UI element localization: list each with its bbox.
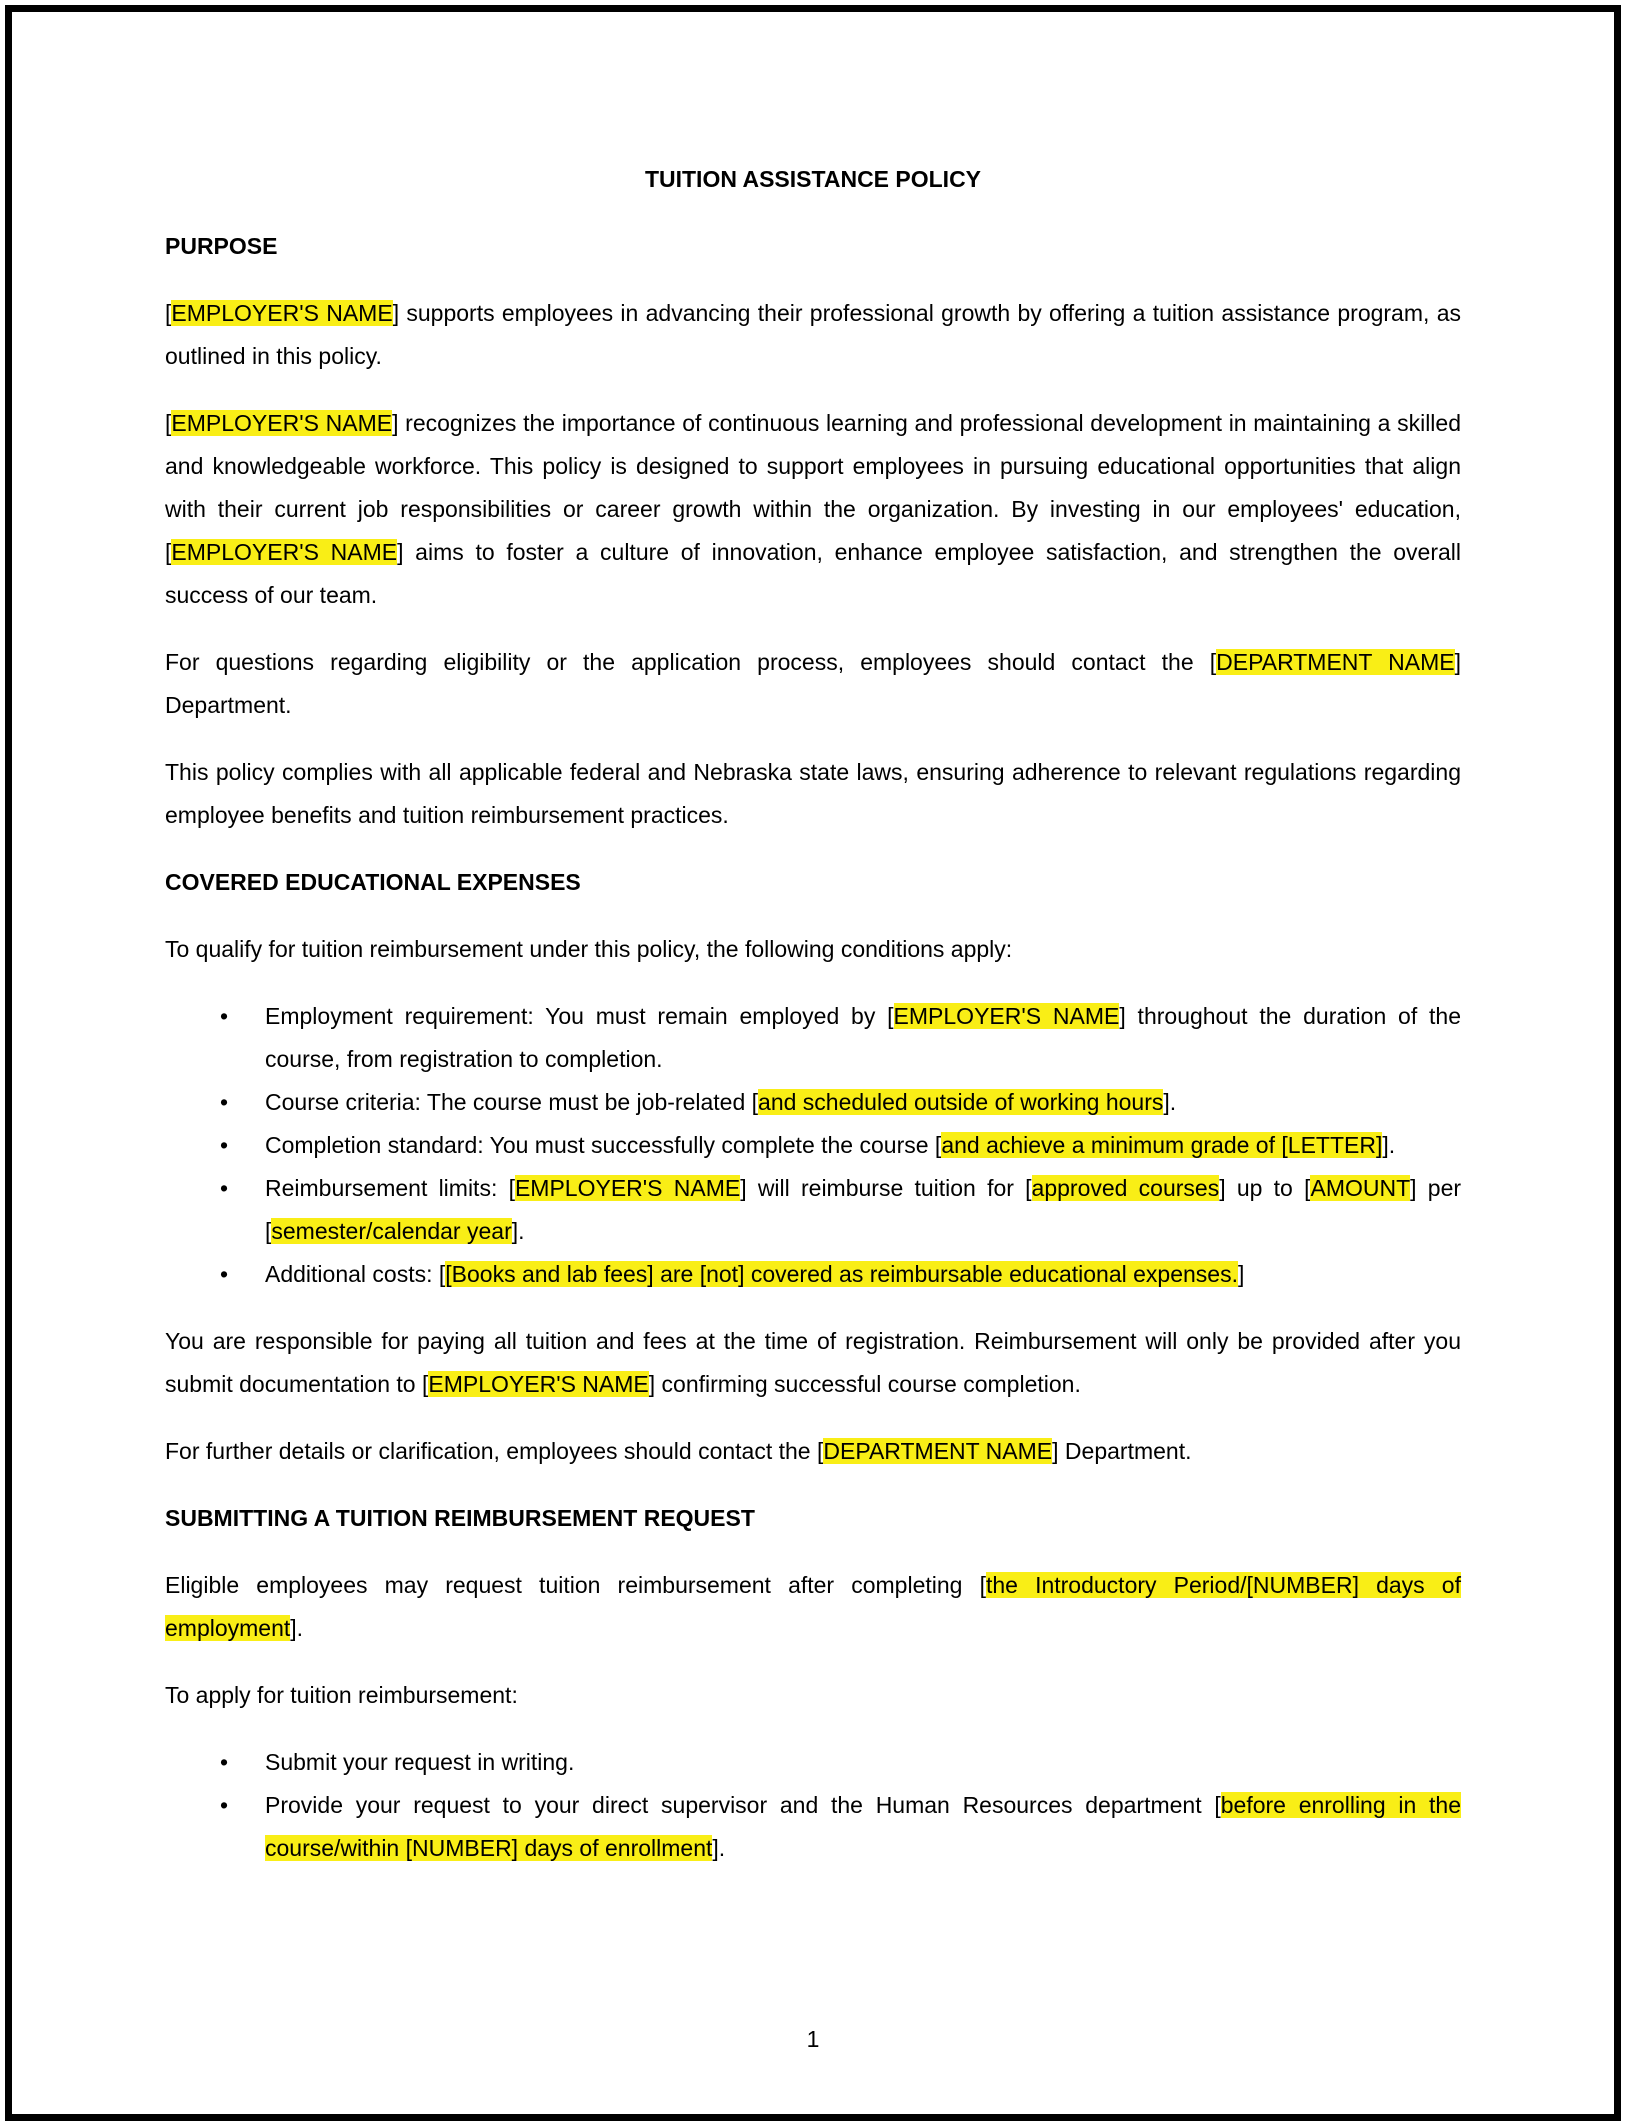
page-number: 1: [806, 2026, 820, 2052]
bullet-item: [265, 1167, 1461, 1253]
highlighted-text: and scheduled outside of working hours: [758, 1089, 1164, 1115]
highlighted-text: approved courses: [1031, 1175, 1220, 1201]
text-run: This policy complies with all applicable federal and Nebraska state laws, ensuring adherence to relevant regulations regarding employee benefits and tuition reimbursement practices.: [165, 759, 1461, 828]
text-run: ] aims to foster a culture of innovation, enhance employee satisfaction, and strengthen the overall success of our team.: [165, 539, 1461, 608]
text-run: [: [165, 300, 172, 326]
text-run: For further details or clarification, employees should contact the [: [165, 1438, 824, 1464]
text-run: ] throughout the duration of the course, from registration to completion.: [265, 1003, 1462, 1072]
section-heading-submitting-request: SUBMITTING A TUITION REIMBURSEMENT REQUEST: [165, 1505, 755, 1531]
highlighted-text: EMPLOYER'S NAME: [171, 539, 398, 565]
text-run: Completion standard: You must successfully complete the course [: [265, 1132, 942, 1158]
highlighted-text: the Introductory Period/[NUMBER] days of employment: [165, 1572, 1461, 1641]
paragraph: [165, 402, 1461, 617]
highlighted-text: EMPLOYER'S NAME: [514, 1175, 741, 1201]
section-heading-purpose: PURPOSE: [165, 233, 278, 259]
highlighted-text: and achieve a minimum grade of [LETTER]: [941, 1132, 1383, 1158]
text-run: ] supports employees in advancing their professional growth by offering a tuition assistance program, as outlined in this policy.: [165, 300, 1461, 369]
text-run: ].: [511, 1218, 525, 1244]
highlighted-text: DEPARTMENT NAME: [823, 1438, 1053, 1464]
text-run: Provide your request to your direct supervisor and the Human Resources department [: [265, 1792, 1221, 1818]
paragraph: [165, 1320, 1461, 1406]
text-run: ] confirming successful course completion.: [648, 1371, 1081, 1397]
bullet-item: [265, 1081, 1461, 1124]
paragraph: [165, 1564, 1461, 1650]
text-run: [: [165, 410, 172, 436]
bullet-list: [165, 1741, 1461, 1870]
highlighted-text: EMPLOYER'S NAME: [893, 1003, 1120, 1029]
highlighted-text: EMPLOYER'S NAME: [171, 300, 393, 326]
paragraph: [165, 292, 1461, 378]
text-run: Submit your request in writing.: [265, 1749, 575, 1775]
paragraph: [165, 928, 1461, 971]
highlighted-text: before enrolling in the course/within [NUMBER] days of enrollment: [265, 1792, 1461, 1861]
text-run: ] Department.: [165, 649, 1461, 718]
text-run: Employment requirement: You must remain employed by [: [265, 1003, 894, 1029]
text-run: ].: [290, 1615, 304, 1641]
highlighted-text: [Books and lab fees] are [not] covered as reimbursable educational expenses.: [445, 1261, 1238, 1287]
bullet-item: [265, 995, 1461, 1081]
text-run: ] recognizes the importance of continuous learning and professional development in maintaining a skilled and knowledgeable workforce. This policy is designed to support employees in pursuing educational opportunities that align with their current job responsibilities or career growth within the organization. By investing in our employees' education, [: [165, 410, 1461, 565]
text-run: ].: [712, 1835, 726, 1861]
text-run: ] per [: [265, 1175, 1462, 1244]
section-heading-covered-expenses: COVERED EDUCATIONAL EXPENSES: [165, 869, 581, 895]
bullet-item: [265, 1741, 1461, 1784]
text-run: ]: [1237, 1261, 1245, 1287]
text-run: Eligible employees may request tuition reimbursement after completing [: [165, 1572, 986, 1598]
text-run: Additional costs: [: [265, 1261, 446, 1287]
text-run: ].: [1382, 1132, 1396, 1158]
bullet-item: [265, 1784, 1461, 1870]
paragraph: [165, 1430, 1461, 1473]
text-run: ] up to [: [1219, 1175, 1311, 1201]
highlighted-text: EMPLOYER'S NAME: [171, 410, 393, 436]
highlighted-text: semester/calendar year: [271, 1218, 512, 1244]
highlighted-text: EMPLOYER'S NAME: [428, 1371, 649, 1397]
highlighted-text: AMOUNT: [1310, 1175, 1411, 1201]
text-run: Course criteria: The course must be job-related [: [265, 1089, 759, 1115]
paragraph: [165, 641, 1461, 727]
text-run: ] will reimburse tuition for [: [740, 1175, 1032, 1201]
text-run: Reimbursement limits: [: [265, 1175, 515, 1201]
text-run: ] Department.: [1052, 1438, 1192, 1464]
text-run: For questions regarding eligibility or the application process, employees should contact the [: [165, 649, 1217, 675]
text-run: ].: [1163, 1089, 1177, 1115]
text-run: To apply for tuition reimbursement:: [165, 1682, 518, 1708]
bullet-item: [265, 1124, 1461, 1167]
document-content: [165, 158, 1461, 1894]
highlighted-text: DEPARTMENT NAME: [1216, 649, 1455, 675]
document-title: TUITION ASSISTANCE POLICY: [644, 166, 982, 192]
text-run: You are responsible for paying all tuition and fees at the time of registration. Reimbursement will only be provided after you submit documentation to [: [165, 1328, 1461, 1397]
bullet-list: [165, 995, 1461, 1296]
paragraph: [165, 751, 1461, 837]
paragraph: [165, 1674, 1461, 1717]
text-run: To qualify for tuition reimbursement under this policy, the following conditions apply:: [165, 936, 1013, 962]
bullet-item: [265, 1253, 1461, 1296]
